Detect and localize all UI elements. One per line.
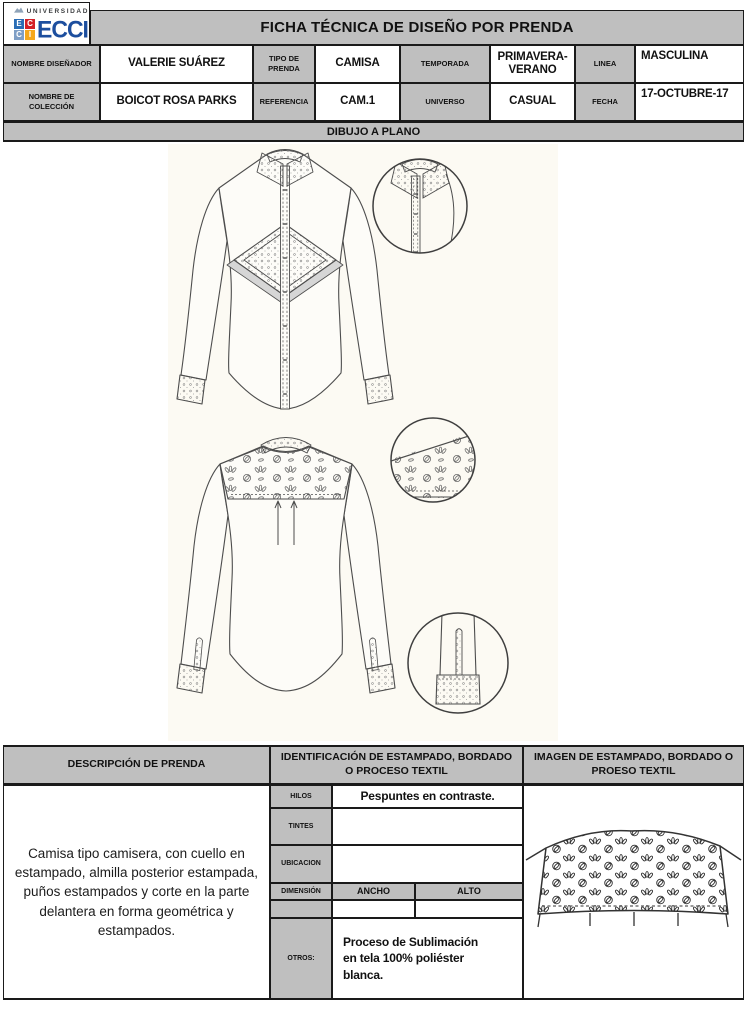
value-linea: MASCULINA [635, 45, 744, 83]
otros-text: Proceso de Sublimación en tela 100% poliéster blanca. [343, 935, 478, 982]
label-tipo-de-prenda: TIPO DE PRENDA [253, 45, 315, 83]
logo-block-c2: C [14, 30, 24, 40]
print-image-panel [523, 785, 744, 1000]
label-otros: OTROS: [270, 918, 332, 1000]
print-yoke-drawing [524, 786, 743, 999]
image-panel-header: IMAGEN DE ESTAMPADO, BORDADO O PROESO TEXTIL [523, 745, 744, 785]
label-dimension: DIMENSIÓN [270, 883, 332, 900]
logo-university-text: UNIVERSIDAD [26, 7, 89, 15]
back-right-cuff [367, 664, 395, 693]
logo-bottom-row [14, 16, 89, 43]
logo-block-e: E [14, 19, 24, 29]
value-temporada: PRIMAVERA-VERANO [490, 45, 575, 83]
value-otros [332, 918, 523, 1000]
logo-block-i: I [25, 30, 35, 40]
logo-top-row [14, 5, 89, 15]
label-temporada: TEMPORADA [400, 45, 490, 83]
description-header: DESCRIPCIÓN DE PRENDA [3, 745, 270, 785]
value-alto [415, 900, 523, 918]
ecci-logo [3, 2, 90, 45]
value-referencia: CAM.1 [315, 83, 400, 121]
label-hilos: HILOS [270, 785, 332, 808]
value-ancho [332, 900, 415, 918]
back-left-cuff [177, 664, 205, 693]
value-universo: CASUAL [490, 83, 575, 121]
label-linea: LINEA [575, 45, 635, 83]
description-body [3, 785, 270, 1000]
label-alto: ALTO [415, 883, 523, 900]
front-left-cuff [177, 375, 205, 404]
logo-letter-blocks [14, 19, 35, 40]
technical-flat-drawing [0, 142, 747, 743]
page-title: FICHA TÉCNICA DE DISEÑO POR PRENDA [90, 10, 744, 45]
label-fecha: FECHA [575, 83, 635, 121]
label-ancho: ANCHO [332, 883, 415, 900]
value-ubicacion [332, 845, 523, 883]
front-right-cuff [365, 375, 393, 404]
label-nombre-coleccion: NOMBRE DE COLECCIÓN [3, 83, 100, 121]
label-referencia: REFERENCIA [253, 83, 315, 121]
front-placket [281, 166, 290, 409]
value-tipo-de-prenda: CAMISA [315, 45, 400, 83]
label-universo: UNIVERSO [400, 83, 490, 121]
value-nombre-coleccion: BOICOT ROSA PARKS [100, 83, 253, 121]
value-tintes [332, 808, 523, 845]
label-tintes: TINTES [270, 808, 332, 845]
label-ubicacion: UBICACION [270, 845, 332, 883]
identification-header: IDENTIFICACIÓN DE ESTAMPADO, BORDADO O PROCESO TEXTIL [270, 745, 523, 785]
value-hilos: Pespuntes en contraste. [332, 785, 523, 808]
logo-acronym: ECCI [37, 14, 88, 43]
value-fecha: 17-OCTUBRE-17 [635, 83, 744, 121]
label-nombre-disenador: NOMBRE DISEÑADOR [3, 45, 100, 83]
value-nombre-disenador: VALERIE SUÁREZ [100, 45, 253, 83]
garment-description-text: Camisa tipo camisera, con cuello en estampado, almilla posterior estampada, puños estampados y corte en la parte delantera en forma geométrica y estampados. [14, 846, 259, 938]
drawing-section-title: DIBUJO A PLANO [3, 121, 744, 142]
logo-mountain-icon [14, 5, 24, 15]
logo-block-c1: C [25, 19, 35, 29]
dimension-row-spacer [270, 900, 332, 918]
cuff-detail-circle [408, 613, 508, 713]
